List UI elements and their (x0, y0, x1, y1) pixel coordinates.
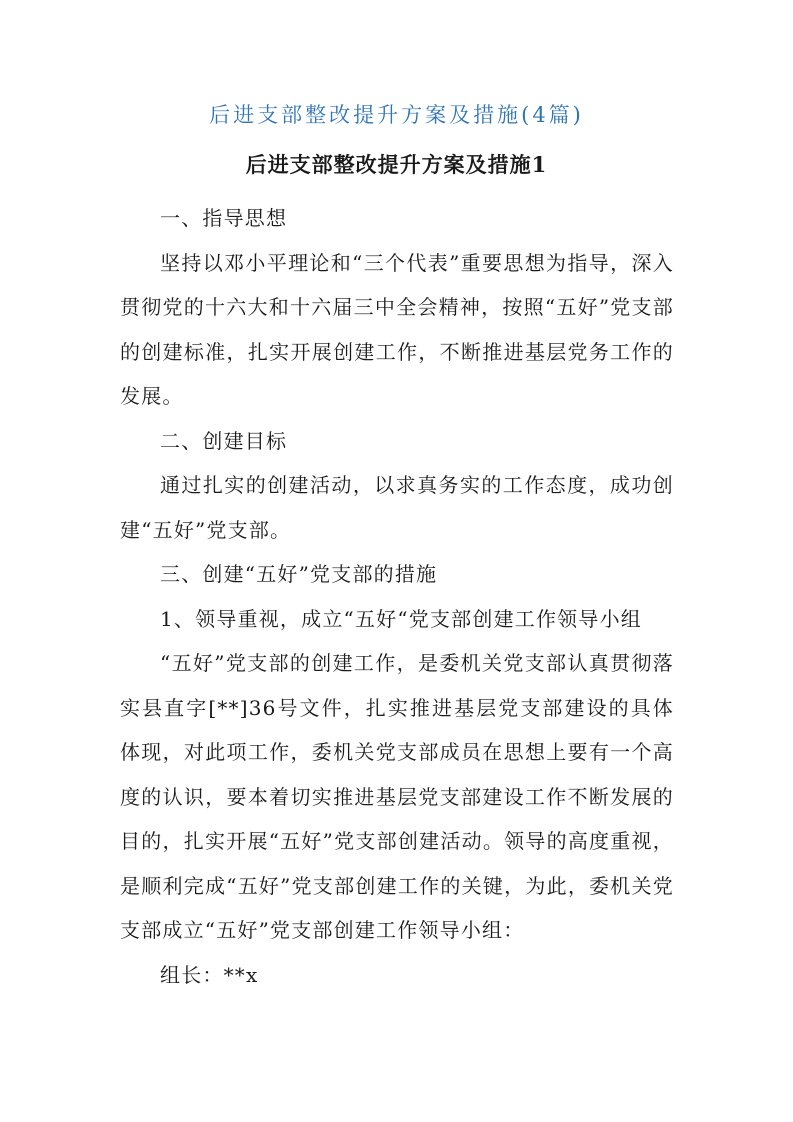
heading-measures: 三、创建“五好”党支部的措施 (160, 562, 438, 586)
document-title: 后进支部整改提升方案及措施(4篇) (209, 103, 584, 127)
paragraph-leadership: “五好”党支部的创建工作，是委机关党支部认真贯彻落实县直字[**]36号文件，扎实推进基层党支部建设的具体体现，对此项工作，委机关党支部成员在思想上要有一个高度的认识，要本着切实推进基层党支部建设工作不断发展的目的，扎实开展“五好”党支部创建活动。领导的高度重视，是顺利完成“五好”党支部创建工作的关键，为此，委机关党支部成立“五好”党支部创建工作领导小组： (120, 651, 674, 942)
document-body (120, 196, 674, 997)
paragraph-guiding-thought: 坚持以邓小平理论和“三个代表”重要思想为指导，深入贯彻党的十六大和十六届三中全会精神，按照“五好”党支部的创建标准，扎实开展创建工作，不断推进基层党务工作的发展。 (120, 250, 674, 408)
paragraph-goal: 通过扎实的创建活动，以求真务实的工作态度，成功创建“五好”党支部。 (120, 473, 674, 542)
heading-guiding-thought: 一、指导思想 (160, 206, 288, 230)
subheading-leadership: 1、领导重视，成立“五好“党支部创建工作领导小组 (160, 606, 642, 631)
section-title: 后进支部整改提升方案及措施1 (245, 152, 548, 177)
heading-goal: 二、创建目标 (160, 428, 288, 453)
paragraph-team-leader: 组长：**x (160, 962, 259, 987)
